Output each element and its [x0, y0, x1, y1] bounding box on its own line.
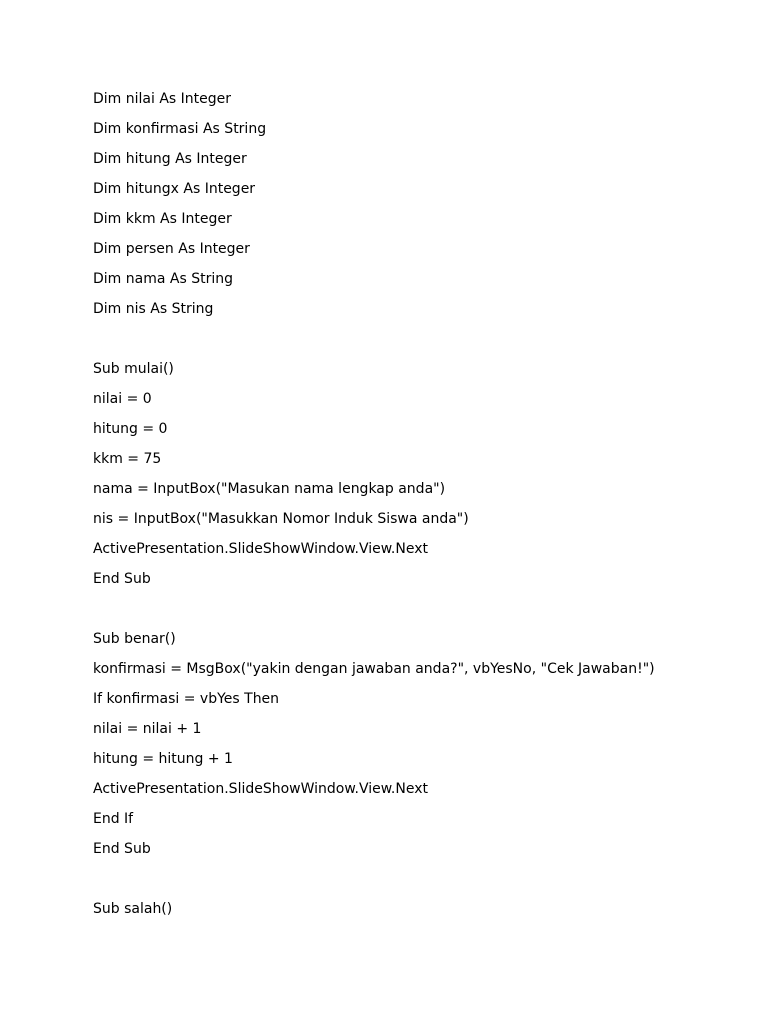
code-line: Dim konfirmasi As String — [93, 121, 267, 137]
code-line: hitung = hitung + 1 — [93, 751, 233, 767]
code-line: nilai = 0 — [93, 391, 152, 407]
blank-line — [93, 594, 753, 624]
code-line: End If — [93, 811, 134, 827]
code-line: Sub benar() — [93, 631, 176, 647]
code-listing — [93, 84, 753, 924]
code-line: Dim nilai As Integer — [93, 91, 232, 107]
code-line: ActivePresentation.SlideShowWindow.View.Next — [93, 541, 428, 557]
blank-line — [93, 324, 753, 354]
code-line: nis = InputBox("Masukkan Nomor Induk Siswa anda") — [93, 511, 469, 527]
code-line: Sub salah() — [93, 901, 173, 917]
code-line: ActivePresentation.SlideShowWindow.View.Next — [93, 781, 428, 797]
code-line: hitung = 0 — [93, 421, 168, 437]
code-line: End Sub — [93, 841, 151, 857]
code-line: Dim persen As Integer — [93, 241, 250, 257]
code-line: If konfirmasi = vbYes Then — [93, 691, 280, 707]
code-line: Dim nis As String — [93, 301, 214, 317]
code-line: Dim hitung As Integer — [93, 151, 247, 167]
code-line: End Sub — [93, 571, 151, 587]
code-line: Dim nama As String — [93, 271, 233, 287]
code-line: konfirmasi = MsgBox("yakin dengan jawaban anda?", vbYesNo, "Cek Jawaban!") — [93, 661, 655, 677]
code-line: Dim hitungx As Integer — [93, 181, 256, 197]
code-line: nama = InputBox("Masukan nama lengkap anda") — [93, 481, 446, 497]
code-line: Dim kkm As Integer — [93, 211, 232, 227]
code-line: nilai = nilai + 1 — [93, 721, 202, 737]
code-line: kkm = 75 — [93, 451, 162, 467]
code-line: Sub mulai() — [93, 361, 174, 377]
blank-line — [93, 864, 753, 894]
